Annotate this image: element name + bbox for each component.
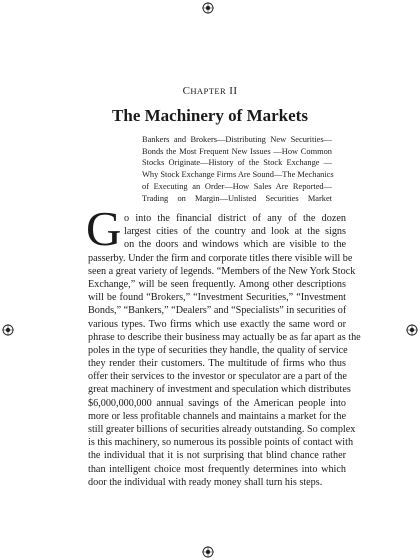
chapter-numeral: II bbox=[229, 85, 238, 97]
body-line: various types. Two firms which use exactly the same word or bbox=[88, 318, 346, 330]
body-line: Bonds,” “Bankers,” “Dealers” and “Specialists” in securities of bbox=[88, 305, 347, 317]
synopsis-line: Stocks Originate—History of the Stock Exchange — bbox=[142, 158, 332, 168]
body-line: o into the financial district of any of the dozen bbox=[124, 213, 346, 224]
body-line: on the doors and windows which are visible to the bbox=[124, 239, 346, 251]
body-line: door the individual with ready money shall turn his steps. bbox=[88, 476, 323, 488]
body-line: largest cities of the country and look at the signs bbox=[124, 226, 346, 238]
body-line: they render their customers. The multitude of firms who thus bbox=[88, 358, 346, 370]
body-line: than intelligent choice most frequently determines into which bbox=[88, 463, 346, 475]
synopsis-line: of Executing an Order—How Sales Are Reported— bbox=[142, 181, 332, 191]
chapter-label-rest: HAPTER bbox=[190, 86, 227, 96]
body-line: still greater billions of securities already outstanding. So complex bbox=[88, 424, 356, 435]
chapter-synopsis bbox=[142, 134, 332, 204]
registration-mark-right-icon bbox=[406, 324, 418, 336]
body-line: offer their services to the investor or speculator are a part of the bbox=[88, 371, 347, 383]
drop-cap: G bbox=[86, 201, 122, 256]
body-line: poles in the type of securities they handle, the quality of service bbox=[88, 344, 348, 356]
body-line: $6,000,000,000 annual savings of the American people into bbox=[88, 397, 346, 409]
chapter-label-initial: C bbox=[182, 85, 191, 97]
registration-mark-bottom-icon bbox=[202, 546, 214, 558]
body-line: seen a great variety of legends. “Members of the New York Stock bbox=[88, 265, 356, 277]
chapter-label bbox=[0, 85, 420, 97]
body-line: more or less profitable channels and maintains a market for the bbox=[88, 410, 346, 422]
body-line: phrase to describe their business may actually be as far apart as the bbox=[88, 331, 361, 343]
body-paragraph bbox=[88, 212, 361, 489]
synopsis-line: Why Stock Exchange Firms Are Sound—The Mechanics bbox=[142, 170, 334, 180]
registration-mark-left-icon bbox=[2, 324, 14, 336]
synopsis-line: Bonds the Most Frequent New Issues —How Common bbox=[142, 146, 332, 156]
body-line: passerby. Under the firm and corporate titles there visible will be bbox=[88, 252, 353, 264]
body-line: great machinery of investment and speculation which distributes bbox=[88, 384, 351, 396]
body-line: is this machinery, so numerous its possible points of contact with bbox=[88, 437, 354, 449]
synopsis-line: Bankers and Brokers—Distributing New Securities— bbox=[142, 135, 332, 144]
synopsis-line: Trading on Margin—Unlisted Securities Market bbox=[142, 193, 332, 203]
body-line: Exchange,” will be seen frequently. Among other descriptions bbox=[88, 278, 346, 290]
body-line: will be found “Brokers,” “Investment Securities,” “Investment bbox=[88, 292, 346, 304]
registration-mark-top-icon bbox=[202, 2, 214, 14]
chapter-title: The Machinery of Markets bbox=[112, 106, 308, 125]
body-line: the individual that it is not surprising that blind chance rather bbox=[88, 450, 346, 462]
